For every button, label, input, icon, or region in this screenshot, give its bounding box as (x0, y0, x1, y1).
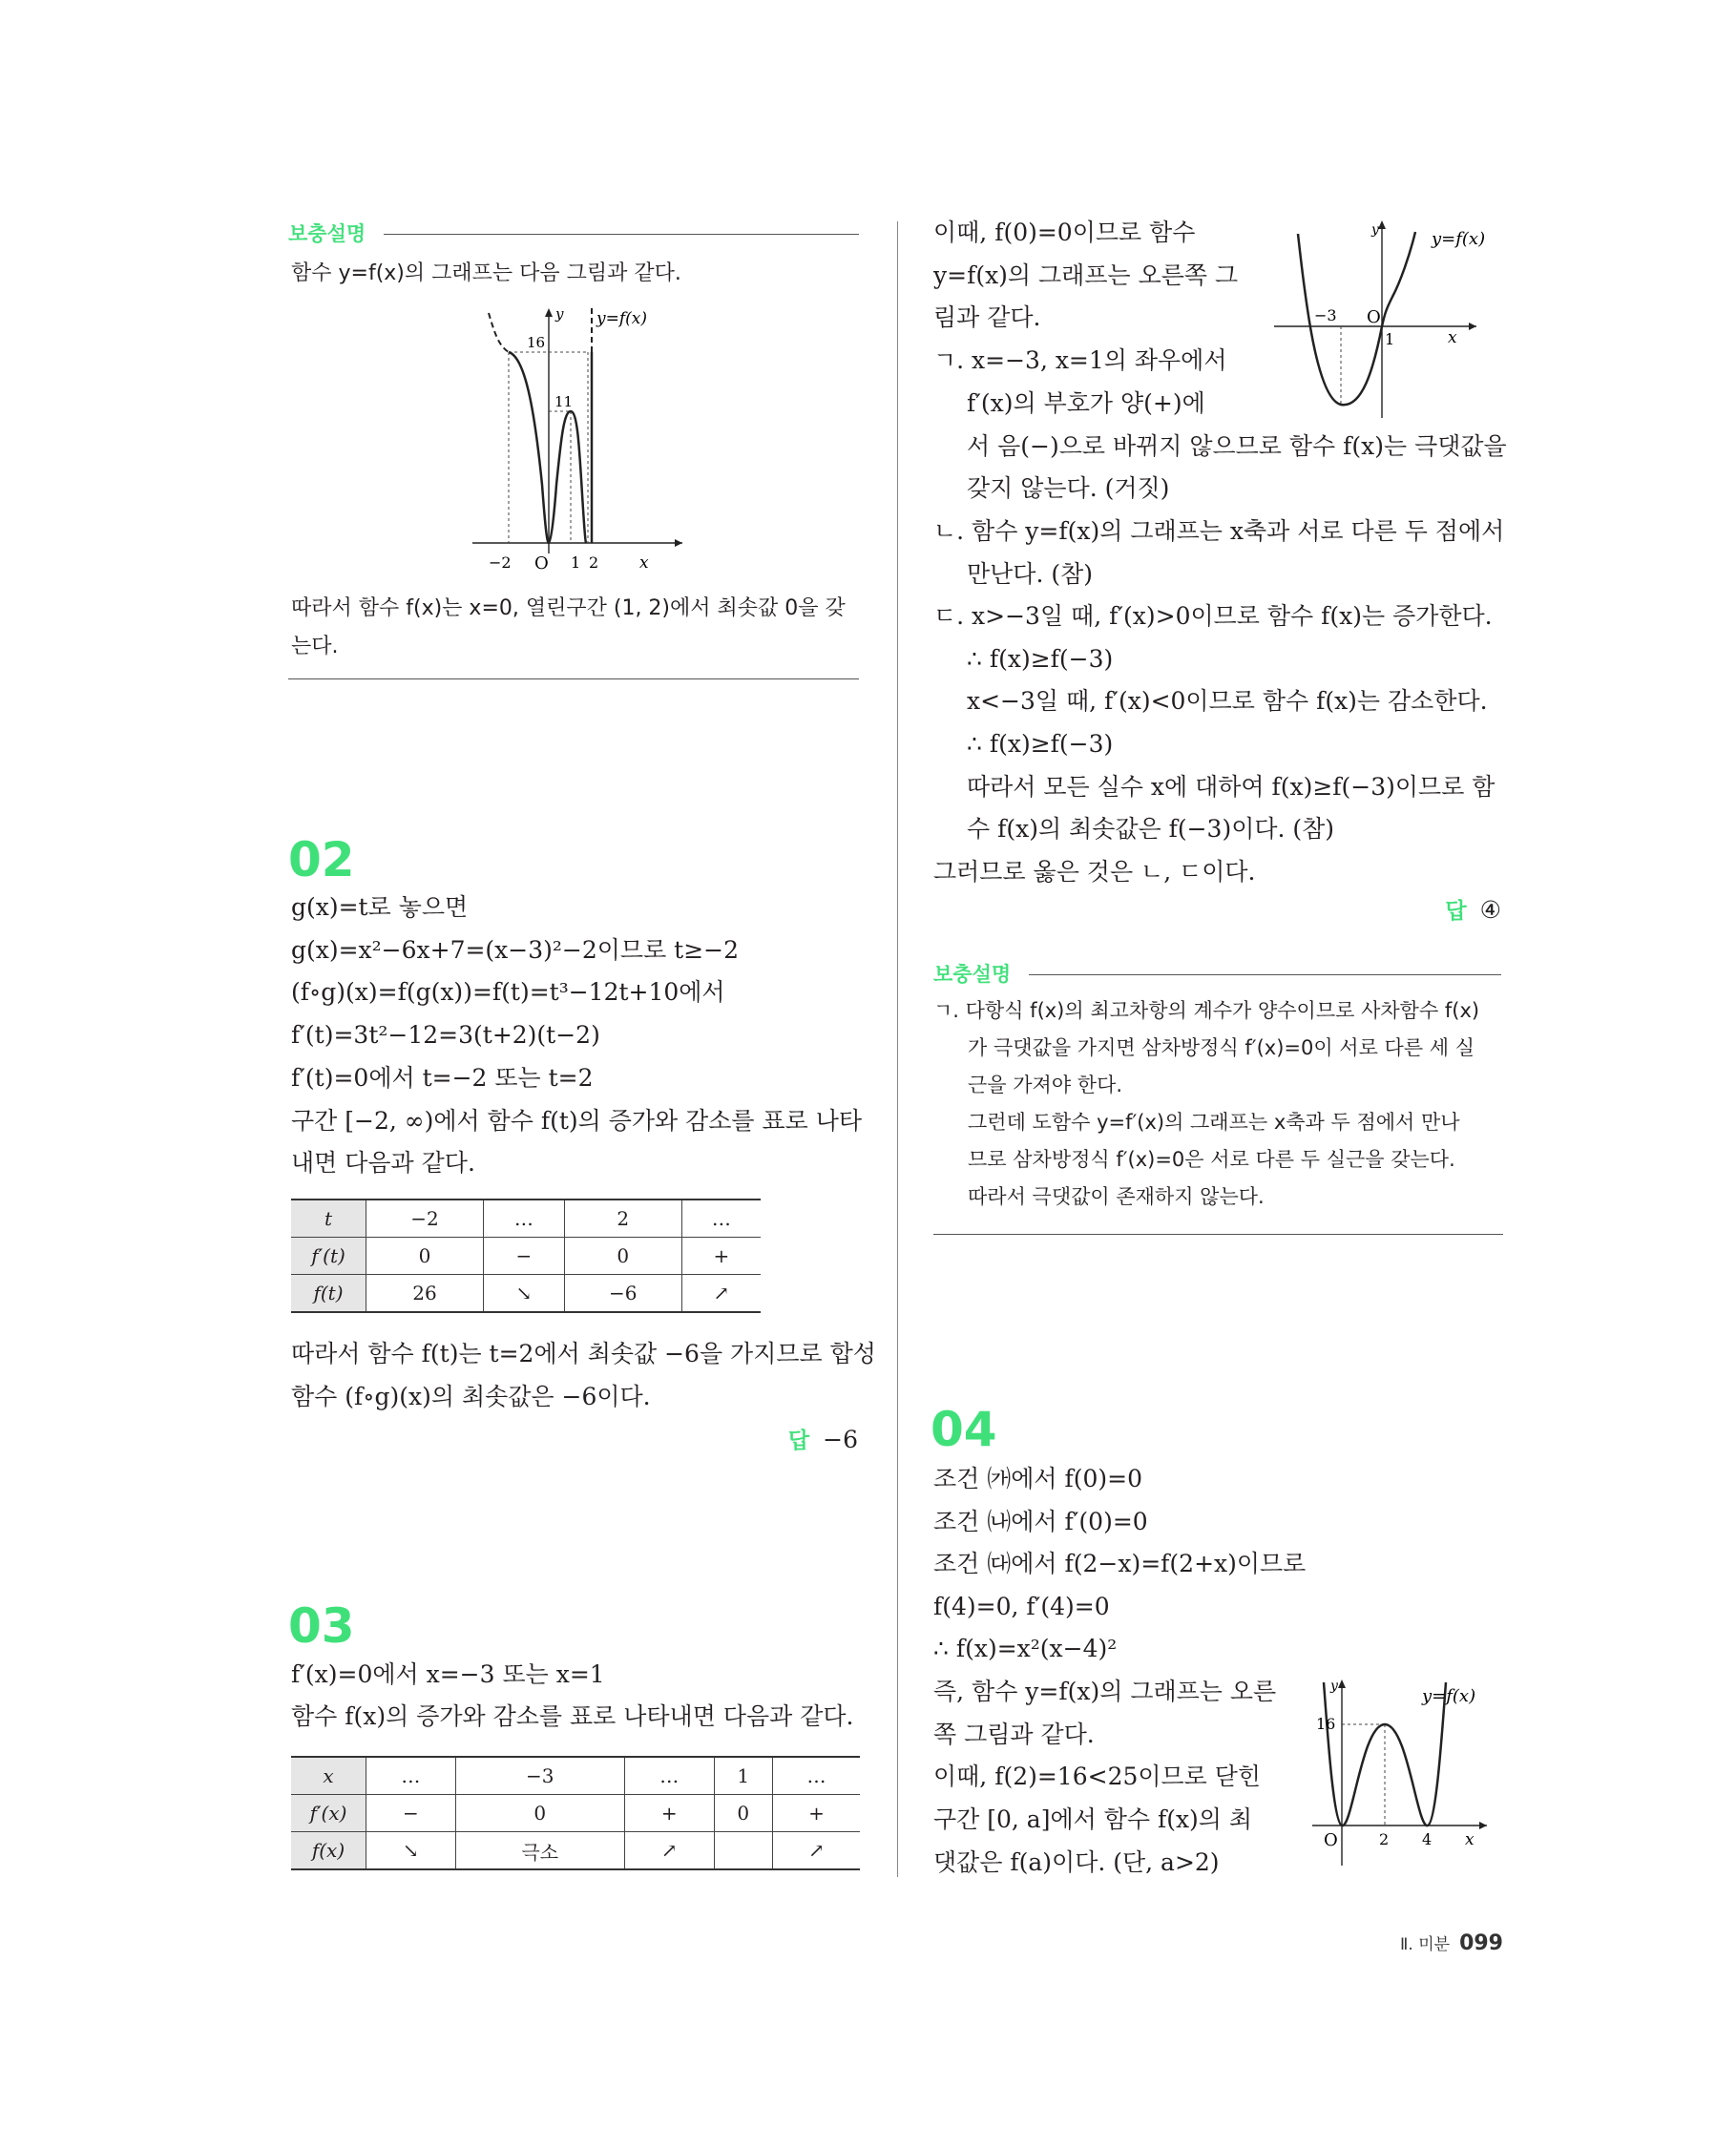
tick-label: −3 (1314, 306, 1337, 324)
answer-value: −6 (823, 1426, 858, 1453)
table-row: f(t) 26 ↘ −6 ↗ (291, 1275, 761, 1313)
text-line: ∴ f(x)=x²(x−4)² (933, 1635, 1118, 1662)
curve-label: y=f(x) (1422, 1686, 1476, 1706)
note-text: 그런데 도함수 y=f′(x)의 그래프는 x축과 두 점에서 만나 (968, 1111, 1460, 1134)
tick-label: 1 (571, 553, 581, 572)
origin-label: O (534, 553, 549, 574)
answer-tag: 답 (787, 1429, 810, 1453)
note-text: 는다. (291, 635, 339, 658)
tick-label: −2 (489, 553, 512, 572)
text-line: ㄱ. x=−3, x=1의 좌우에서 (933, 346, 1227, 374)
y-axis-label: y (1371, 222, 1379, 238)
page-footer (1400, 1930, 1503, 1955)
header-rule (384, 234, 859, 235)
note-text: 므로 삼차방정식 f′(x)=0은 서로 다른 두 실근을 갖는다. (968, 1148, 1455, 1171)
text-line: f′(x)=0에서 x=−3 또는 x=1 (291, 1660, 605, 1688)
text-line: (f∘g)(x)=f(g(x))=f(t)=t³−12t+10에서 (291, 978, 725, 1006)
y-axis-label: y (1330, 1679, 1338, 1694)
tick-label: 16 (527, 334, 546, 351)
table-row: x … −3 … 1 … (291, 1757, 860, 1795)
text-line: f(4)=0, f′(4)=0 (933, 1593, 1110, 1620)
header-rule (1029, 974, 1501, 975)
text-line: 따라서 함수 f(t)는 t=2에서 최솟값 −6을 가지므로 합성 (291, 1340, 876, 1367)
origin-label: O (1324, 1830, 1338, 1850)
table-row: f′(t) 0 − 0 + (291, 1238, 761, 1275)
note-text: 따라서 함수 f(x)는 x=0, 열린구간 (1, 2)에서 최솟값 0을 갖 (291, 596, 846, 620)
text-line: g(x)=x²−6x+7=(x−3)²−2이므로 t≥−2 (291, 936, 740, 964)
text-line: 그러므로 옳은 것은 ㄴ, ㄷ이다. (933, 858, 1256, 886)
x-axis-label: x (639, 553, 649, 573)
graph-figure (1274, 218, 1503, 423)
table-row: f(x) ↘ 극소 ↗ ↗ (291, 1832, 860, 1870)
answer (1445, 896, 1501, 926)
text-line: 쪽 그림과 같다. (933, 1721, 1095, 1748)
text-line: 구간 [−2, ∞)에서 함수 f(t)의 증가와 감소를 표로 나타 (291, 1107, 863, 1135)
curve-label: y=f(x) (1432, 229, 1486, 249)
note-text: ㄱ. 다항식 f(x)의 최고차항의 계수가 양수이므로 사차함수 f(x) (933, 999, 1480, 1022)
tick-label: 4 (1422, 1830, 1433, 1848)
text-line: 함수 f(x)의 증가와 감소를 표로 나타내면 다음과 같다. (291, 1702, 854, 1730)
section-number: 03 (288, 1598, 355, 1654)
text-line: 조건 ㈏에서 f′(0)=0 (933, 1508, 1148, 1535)
text-line: 갖지 않는다. (거짓) (967, 474, 1170, 502)
note-text: 근을 가져야 한다. (968, 1074, 1123, 1096)
variation-table (291, 1199, 761, 1313)
note-bottom-rule (288, 678, 859, 679)
section-02-body (291, 893, 864, 1179)
curve-label: y=f(x) (596, 309, 647, 328)
section-number: 02 (288, 832, 355, 887)
tick-label: 1 (1385, 330, 1395, 348)
section-number: 04 (931, 1402, 997, 1457)
graph-figure (1303, 1675, 1508, 1870)
tick-label: 11 (554, 393, 574, 410)
text-line: 이때, f(0)=0이므로 함수 (933, 219, 1196, 246)
text-line: 수 f(x)의 최솟값은 f(−3)이다. (참) (967, 815, 1335, 843)
text-line: f′(t)=0에서 t=−2 또는 t=2 (291, 1064, 594, 1092)
text-line: f′(t)=3t²−12=3(t+2)(t−2) (291, 1021, 600, 1049)
variation-table (291, 1756, 860, 1870)
text-line: 이때, f(2)=16<25이므로 닫힌 (933, 1763, 1262, 1790)
note-header: 보충설명 (933, 963, 1012, 986)
note-text: 따라서 극댓값이 존재하지 않는다. (968, 1185, 1265, 1208)
text-line: 함수 (f∘g)(x)의 최솟값은 −6이다. (291, 1383, 651, 1410)
graph-figure (468, 303, 687, 578)
x-axis-label: x (1465, 1830, 1475, 1849)
text-line: 따라서 모든 실수 x에 대하여 f(x)≥f(−3)이므로 함 (967, 773, 1495, 801)
note-header: 보충설명 (288, 222, 366, 245)
text-line: f′(x)의 부호가 양(+)에 (967, 389, 1205, 417)
text-line: 서 음(−)으로 바뀌지 않으므로 함수 f(x)는 극댓값을 (967, 432, 1507, 460)
answer (788, 1426, 858, 1455)
y-axis-label: y (555, 305, 564, 323)
text-line: 댓값은 f(a)이다. (단, a>2) (933, 1848, 1220, 1876)
tick-label: 2 (1379, 1830, 1390, 1848)
origin-label: O (1367, 307, 1381, 327)
text-line: 즉, 함수 y=f(x)의 그래프는 오른 (933, 1678, 1277, 1705)
column-divider (897, 221, 898, 1877)
answer-tag: 답 (1445, 899, 1467, 924)
text-line: ㄴ. 함수 y=f(x)의 그래프는 x축과 서로 다른 두 점에서 (933, 517, 1505, 545)
text-line: ∴ f(x)≥f(−3) (967, 730, 1114, 758)
table-row: f′(x) − 0 + 0 + (291, 1795, 860, 1832)
text-line: 조건 ㈐에서 f(2−x)=f(2+x)이므로 (933, 1550, 1307, 1577)
answer-value: ④ (1479, 896, 1501, 924)
text-line: 내면 다음과 같다. (291, 1149, 475, 1177)
text-line: 만난다. (참) (967, 560, 1094, 588)
note-text: 함수 y=f(x)의 그래프는 다음 그림과 같다. (291, 261, 681, 285)
text-line: ∴ f(x)≥f(−3) (967, 645, 1114, 673)
x-axis-label: x (1448, 328, 1457, 347)
text-line: 조건 ㈎에서 f(0)=0 (933, 1465, 1143, 1492)
chapter-label: Ⅱ. 미분 (1400, 1935, 1451, 1954)
text-line: 림과 같다. (933, 303, 1041, 331)
text-line: 구간 [0, a]에서 함수 f(x)의 최 (933, 1805, 1253, 1833)
note-text: 가 극댓값을 가지면 삼차방정식 f′(x)=0이 서로 다른 세 실 (968, 1036, 1475, 1059)
note-bottom-rule (933, 1234, 1503, 1235)
page-number: 099 (1459, 1931, 1503, 1955)
text-line: y=f(x)의 그래프는 오른쪽 그 (933, 261, 1239, 289)
tick-label: 2 (589, 553, 599, 572)
text-line: g(x)=t로 놓으면 (291, 893, 469, 921)
table-row: t −2 … 2 … (291, 1200, 761, 1238)
text-line: ㄷ. x>−3일 때, f′(x)>0이므로 함수 f(x)는 증가한다. (933, 602, 1493, 630)
tick-label: 16 (1316, 1715, 1336, 1733)
text-line: x<−3일 때, f′(x)<0이므로 함수 f(x)는 감소한다. (967, 687, 1488, 715)
note-body (933, 998, 1506, 1218)
